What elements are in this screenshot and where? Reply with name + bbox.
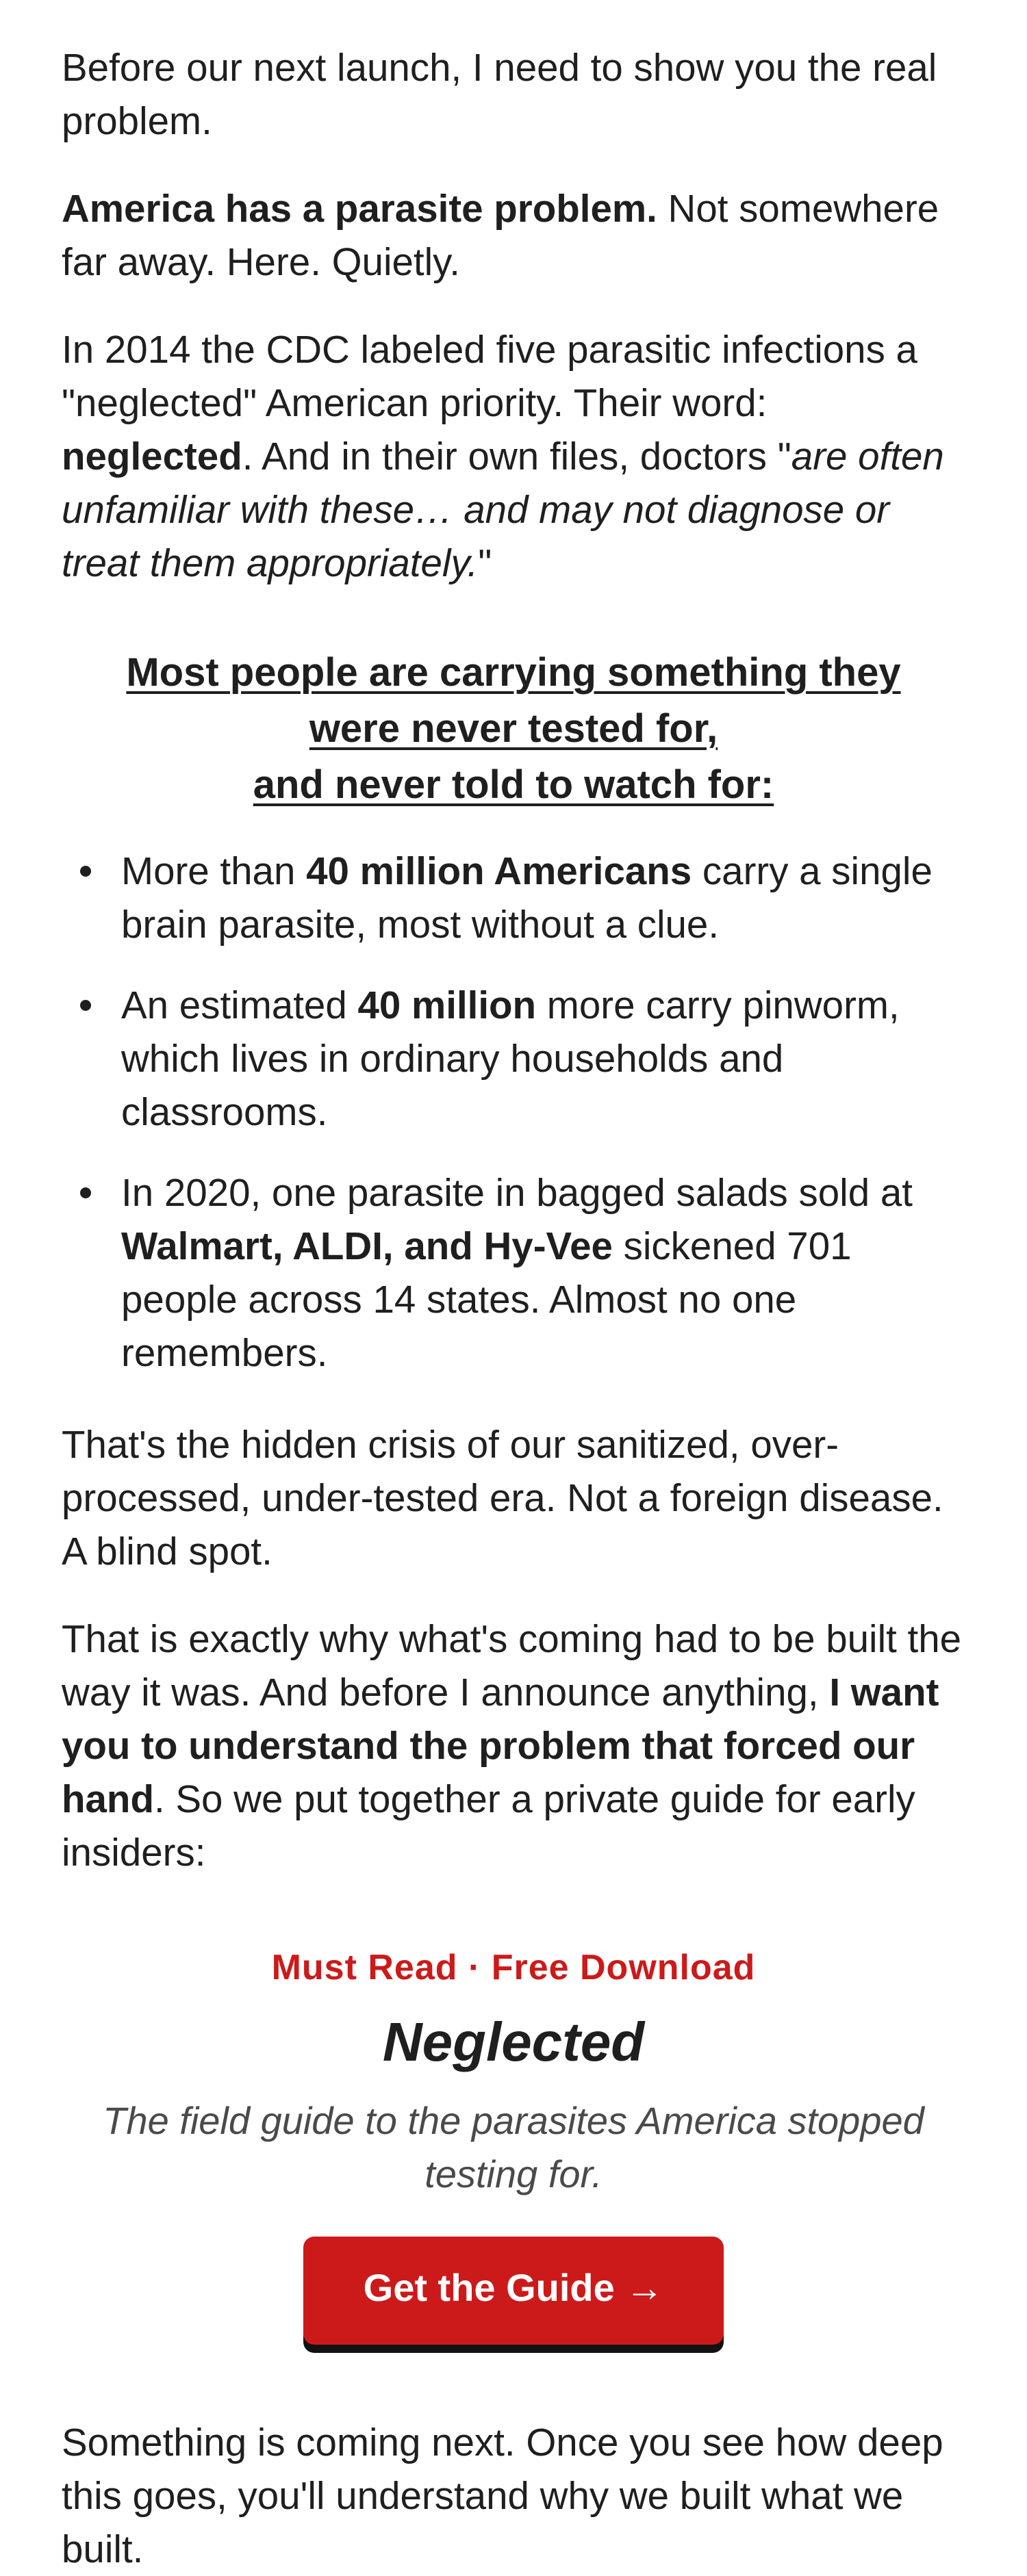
cdc-text-start: In 2014 the CDC labeled five parasitic infections a "neglected" American priority. Their word: [62,328,917,424]
section-headline [62,645,965,813]
fact-text: sickened 701 people across 14 states. Almost no one remembers. [121,1224,852,1374]
headline-line-2: were never tested for, [309,706,718,751]
fact-text: more carry pinworm, which lives in ordinary households and classrooms. [121,983,900,1133]
facts-list [62,845,965,1380]
parasite-problem-paragraph [62,182,965,289]
guide-subtitle: The field guide to the parasites America stopped testing for. [103,2099,924,2195]
intro-text: Before our next launch, I need to show you the real problem. [62,46,937,142]
fact-item [121,979,965,1139]
headline-line-1: Most people are carrying something they [126,650,901,695]
cdc-text-middle: . And in their own files, doctors " [242,435,791,478]
cdc-quote: are often unfamiliar with these… and may not diagnose or treat them appropriately. [62,435,944,584]
headline-line-3: and never told to watch for: [253,762,774,807]
closing-paragraph [62,2416,965,2576]
guide-intro-text-end: . So we put together a private guide for early insiders: [62,1777,915,1874]
fact-item [121,845,965,951]
closing-text: Something is coming next. Once you see how deep this goes, you'll understand why we built what we built. [62,2421,943,2571]
fact-emphasis: Walmart, ALDI, and Hy-Vee [121,1224,613,1267]
fact-item [121,1166,965,1380]
blind-spot-text: That's the hidden crisis of our sanitized, over-processed, under-tested era. Not a foreign disease. A blind spot. [62,1423,943,1573]
fact-emphasis: 40 million [357,983,537,1027]
fact-text: More than [121,849,307,892]
promo-kicker: Must Read · Free Download [271,1948,756,1987]
guide-promo [62,1914,965,2345]
intro-paragraph [62,41,965,148]
blind-spot-paragraph [62,1418,965,1578]
parasite-problem-lead: America has a parasite problem. [62,187,657,230]
cdc-paragraph [62,323,965,590]
guide-intro-paragraph [62,1612,965,1879]
guide-title: Neglected [382,2011,645,2072]
fact-text: carry a single brain parasite, most without a clue. [121,849,933,946]
get-guide-button[interactable]: Get the Guide → [303,2237,724,2345]
parasite-problem-text: Not somewhere far away. Here. Quietly. [62,187,939,283]
fact-text: An estimated [121,983,358,1027]
fact-text: In 2020, one parasite in bagged salads sold at [121,1171,913,1214]
cdc-text-end: " [478,541,492,584]
fact-emphasis: 40 million Americans [306,849,692,892]
guide-intro-emphasis: I want you to understand the problem that forced our hand [62,1671,939,1820]
cdc-emphasis-word: neglected [62,435,242,478]
guide-intro-text-start: That is exactly why what's coming had to be built the way it was. And before I announce anything, [62,1617,962,1714]
